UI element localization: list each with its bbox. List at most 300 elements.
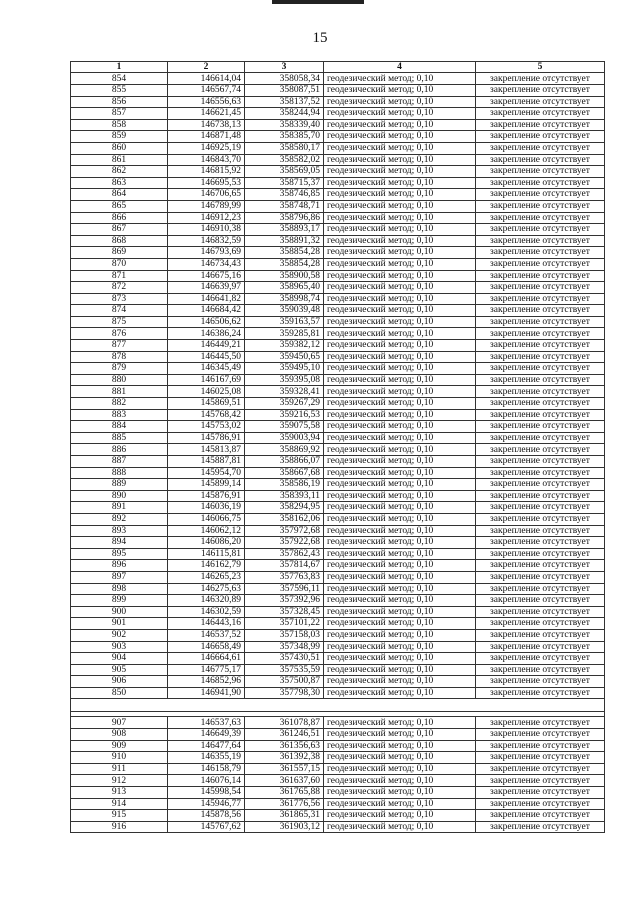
method-cell: геодезический метод; 0,10: [324, 235, 476, 247]
table-row: [71, 293, 605, 305]
table-row: [71, 421, 605, 433]
table-row: [71, 560, 605, 572]
fixing-cell: закрепление отсутствует: [476, 537, 605, 549]
table-row: [71, 821, 605, 833]
y-coordinate-cell: 357392,96: [245, 595, 324, 607]
fixing-cell: закрепление отсутствует: [476, 108, 605, 120]
method-cell: геодезический метод; 0,10: [324, 729, 476, 741]
method-cell: геодезический метод; 0,10: [324, 810, 476, 822]
fixing-cell: закрепление отсутствует: [476, 525, 605, 537]
fixing-cell: закрепление отсутствует: [476, 374, 605, 386]
x-coordinate-cell: 146843,70: [168, 154, 245, 166]
point-number-cell: 877: [71, 340, 168, 352]
method-cell: геодезический метод; 0,10: [324, 258, 476, 270]
fixing-cell: закрепление отсутствует: [476, 548, 605, 560]
table-row: [71, 740, 605, 752]
table-row: [71, 444, 605, 456]
y-coordinate-cell: 358393,11: [245, 490, 324, 502]
y-coordinate-cell: 358891,32: [245, 235, 324, 247]
y-coordinate-cell: 359382,12: [245, 340, 324, 352]
fixing-cell: закрепление отсутствует: [476, 363, 605, 375]
point-number-cell: 871: [71, 270, 168, 282]
method-cell: геодезический метод; 0,10: [324, 386, 476, 398]
x-coordinate-cell: 146832,59: [168, 235, 245, 247]
point-number-cell: 865: [71, 200, 168, 212]
method-cell: геодезический метод; 0,10: [324, 131, 476, 143]
method-cell: геодезический метод; 0,10: [324, 166, 476, 178]
table-row: [71, 247, 605, 259]
header-col-4: 4: [324, 62, 476, 73]
fixing-cell: закрепление отсутствует: [476, 676, 605, 688]
table-row: [71, 131, 605, 143]
point-number-cell: 866: [71, 212, 168, 224]
x-coordinate-cell: 146537,52: [168, 629, 245, 641]
method-cell: геодезический метод; 0,10: [324, 775, 476, 787]
y-coordinate-cell: 358058,34: [245, 73, 324, 85]
point-number-cell: 907: [71, 717, 168, 729]
point-number-cell: 881: [71, 386, 168, 398]
y-coordinate-cell: 358137,52: [245, 96, 324, 108]
table-row: [71, 653, 605, 665]
point-number-cell: 898: [71, 583, 168, 595]
y-coordinate-cell: 357328,45: [245, 606, 324, 618]
y-coordinate-cell: 358866,07: [245, 456, 324, 468]
y-coordinate-cell: 359003,94: [245, 432, 324, 444]
y-coordinate-cell: 358087,51: [245, 85, 324, 97]
point-number-cell: 883: [71, 409, 168, 421]
table-row: [71, 752, 605, 764]
fixing-cell: закрепление отсутствует: [476, 490, 605, 502]
table-row: [71, 166, 605, 178]
method-cell: геодезический метод; 0,10: [324, 212, 476, 224]
fixing-cell: закрепление отсутствует: [476, 787, 605, 799]
x-coordinate-cell: 146614,04: [168, 73, 245, 85]
point-number-cell: 864: [71, 189, 168, 201]
point-number-cell: 859: [71, 131, 168, 143]
method-cell: геодезический метод; 0,10: [324, 687, 476, 699]
y-coordinate-cell: 357101,22: [245, 618, 324, 630]
header-col-1: 1: [71, 62, 168, 73]
table-row: [71, 142, 605, 154]
method-cell: геодезический метод; 0,10: [324, 154, 476, 166]
point-number-cell: 863: [71, 177, 168, 189]
method-cell: геодезический метод; 0,10: [324, 456, 476, 468]
point-number-cell: 887: [71, 456, 168, 468]
fixing-cell: закрепление отсутствует: [476, 340, 605, 352]
method-cell: геодезический метод; 0,10: [324, 606, 476, 618]
fixing-cell: закрепление отсутствует: [476, 664, 605, 676]
point-number-cell: 873: [71, 293, 168, 305]
fixing-cell: закрепление отсутствует: [476, 386, 605, 398]
y-coordinate-cell: 359495,10: [245, 363, 324, 375]
x-coordinate-cell: 146675,16: [168, 270, 245, 282]
x-coordinate-cell: 145878,56: [168, 810, 245, 822]
table-row: [71, 513, 605, 525]
point-number-cell: 867: [71, 224, 168, 236]
method-cell: геодезический метод; 0,10: [324, 513, 476, 525]
fixing-cell: закрепление отсутствует: [476, 432, 605, 444]
table-row: [71, 629, 605, 641]
table-row: [71, 398, 605, 410]
x-coordinate-cell: 146386,24: [168, 328, 245, 340]
table-row: [71, 432, 605, 444]
x-coordinate-cell: 145768,42: [168, 409, 245, 421]
x-coordinate-cell: 146706,65: [168, 189, 245, 201]
method-cell: геодезический метод; 0,10: [324, 224, 476, 236]
method-cell: геодезический метод; 0,10: [324, 316, 476, 328]
point-number-cell: 899: [71, 595, 168, 607]
fixing-cell: закрепление отсутствует: [476, 798, 605, 810]
table-row: [71, 177, 605, 189]
x-coordinate-cell: 146445,50: [168, 351, 245, 363]
method-cell: геодезический метод; 0,10: [324, 189, 476, 201]
y-coordinate-cell: 358900,58: [245, 270, 324, 282]
fixing-cell: закрепление отсутствует: [476, 618, 605, 630]
x-coordinate-cell: 146871,48: [168, 131, 245, 143]
y-coordinate-cell: 358294,95: [245, 502, 324, 514]
table-row: [71, 154, 605, 166]
x-coordinate-cell: 146302,59: [168, 606, 245, 618]
table-row: [71, 787, 605, 799]
fixing-cell: закрепление отсутствует: [476, 224, 605, 236]
fixing-cell: закрепление отсутствует: [476, 398, 605, 410]
method-cell: геодезический метод; 0,10: [324, 664, 476, 676]
table-row: [71, 571, 605, 583]
x-coordinate-cell: 145786,91: [168, 432, 245, 444]
y-coordinate-cell: 361903,12: [245, 821, 324, 833]
point-number-cell: 914: [71, 798, 168, 810]
x-coordinate-cell: 146664,61: [168, 653, 245, 665]
x-coordinate-cell: 146684,42: [168, 305, 245, 317]
y-coordinate-cell: 358748,71: [245, 200, 324, 212]
table-body-group-1: [71, 73, 605, 699]
x-coordinate-cell: 146449,21: [168, 340, 245, 352]
method-cell: геодезический метод; 0,10: [324, 763, 476, 775]
x-coordinate-cell: 146345,49: [168, 363, 245, 375]
x-coordinate-cell: 146556,63: [168, 96, 245, 108]
y-coordinate-cell: 358796,86: [245, 212, 324, 224]
y-coordinate-cell: 361246,51: [245, 729, 324, 741]
y-coordinate-cell: 357922,68: [245, 537, 324, 549]
point-number-cell: 860: [71, 142, 168, 154]
method-cell: геодезический метод; 0,10: [324, 305, 476, 317]
header-row: [71, 62, 605, 73]
point-number-cell: 905: [71, 664, 168, 676]
y-coordinate-cell: 359267,29: [245, 398, 324, 410]
x-coordinate-cell: 146852,96: [168, 676, 245, 688]
fixing-cell: закрепление отсутствует: [476, 316, 605, 328]
y-coordinate-cell: 357596,11: [245, 583, 324, 595]
method-cell: геодезический метод; 0,10: [324, 85, 476, 97]
x-coordinate-cell: 146355,19: [168, 752, 245, 764]
y-coordinate-cell: 358339,40: [245, 119, 324, 131]
fixing-cell: закрепление отсутствует: [476, 73, 605, 85]
fixing-cell: закрепление отсутствует: [476, 456, 605, 468]
y-coordinate-cell: 361765,88: [245, 787, 324, 799]
separator-row: [71, 699, 605, 712]
point-number-cell: 870: [71, 258, 168, 270]
x-coordinate-cell: 146734,43: [168, 258, 245, 270]
y-coordinate-cell: 358854,28: [245, 247, 324, 259]
x-coordinate-cell: 146793,69: [168, 247, 245, 259]
table-row: [71, 775, 605, 787]
point-number-cell: 875: [71, 316, 168, 328]
method-cell: геодезический метод; 0,10: [324, 583, 476, 595]
y-coordinate-cell: 359216,53: [245, 409, 324, 421]
method-cell: геодезический метод; 0,10: [324, 421, 476, 433]
method-cell: геодезический метод; 0,10: [324, 432, 476, 444]
point-number-cell: 892: [71, 513, 168, 525]
fixing-cell: закрепление отсутствует: [476, 421, 605, 433]
fixing-cell: закрепление отсутствует: [476, 717, 605, 729]
method-cell: геодезический метод; 0,10: [324, 247, 476, 259]
table-header: [71, 62, 605, 73]
method-cell: геодезический метод; 0,10: [324, 798, 476, 810]
x-coordinate-cell: 146639,97: [168, 282, 245, 294]
point-number-cell: 911: [71, 763, 168, 775]
point-number-cell: 900: [71, 606, 168, 618]
fixing-cell: закрепление отсутствует: [476, 177, 605, 189]
fixing-cell: закрепление отсутствует: [476, 583, 605, 595]
method-cell: геодезический метод; 0,10: [324, 444, 476, 456]
fixing-cell: закрепление отсутствует: [476, 409, 605, 421]
y-coordinate-cell: 359075,58: [245, 421, 324, 433]
fixing-cell: закрепление отсутствует: [476, 502, 605, 514]
fixing-cell: закрепление отсутствует: [476, 740, 605, 752]
x-coordinate-cell: 146649,39: [168, 729, 245, 741]
table-row: [71, 525, 605, 537]
x-coordinate-cell: 146789,99: [168, 200, 245, 212]
point-number-cell: 888: [71, 467, 168, 479]
x-coordinate-cell: 145887,81: [168, 456, 245, 468]
method-cell: геодезический метод; 0,10: [324, 821, 476, 833]
fixing-cell: закрепление отсутствует: [476, 810, 605, 822]
x-coordinate-cell: 145954,70: [168, 467, 245, 479]
method-cell: геодезический метод; 0,10: [324, 653, 476, 665]
fixing-cell: закрепление отсутствует: [476, 189, 605, 201]
y-coordinate-cell: 361356,63: [245, 740, 324, 752]
x-coordinate-cell: 145899,14: [168, 479, 245, 491]
point-number-cell: 856: [71, 96, 168, 108]
y-coordinate-cell: 358854,28: [245, 258, 324, 270]
method-cell: геодезический метод; 0,10: [324, 752, 476, 764]
fixing-cell: закрепление отсутствует: [476, 687, 605, 699]
fixing-cell: закрепление отсутствует: [476, 119, 605, 131]
y-coordinate-cell: 358998,74: [245, 293, 324, 305]
x-coordinate-cell: 146275,63: [168, 583, 245, 595]
fixing-cell: закрепление отсутствует: [476, 293, 605, 305]
y-coordinate-cell: 361637,60: [245, 775, 324, 787]
point-number-cell: 868: [71, 235, 168, 247]
y-coordinate-cell: 361557,15: [245, 763, 324, 775]
y-coordinate-cell: 358569,05: [245, 166, 324, 178]
table-row: [71, 328, 605, 340]
x-coordinate-cell: 146910,38: [168, 224, 245, 236]
fixing-cell: закрепление отсутствует: [476, 258, 605, 270]
table-row: [71, 340, 605, 352]
point-number-cell: 861: [71, 154, 168, 166]
table-separator: [71, 699, 605, 717]
fixing-cell: закрепление отсутствует: [476, 235, 605, 247]
fixing-cell: закрепление отсутствует: [476, 131, 605, 143]
x-coordinate-cell: 146775,17: [168, 664, 245, 676]
fixing-cell: закрепление отсутствует: [476, 752, 605, 764]
x-coordinate-cell: 146167,69: [168, 374, 245, 386]
point-number-cell: 862: [71, 166, 168, 178]
fixing-cell: закрепление отсутствует: [476, 282, 605, 294]
method-cell: геодезический метод; 0,10: [324, 398, 476, 410]
x-coordinate-cell: 146925,19: [168, 142, 245, 154]
table-row: [71, 798, 605, 810]
coordinates-table: [70, 61, 605, 833]
table-row: [71, 548, 605, 560]
table-row: [71, 490, 605, 502]
table-row: [71, 200, 605, 212]
point-number-cell: 854: [71, 73, 168, 85]
x-coordinate-cell: 146477,64: [168, 740, 245, 752]
point-number-cell: 880: [71, 374, 168, 386]
fixing-cell: закрепление отсутствует: [476, 775, 605, 787]
method-cell: геодезический метод; 0,10: [324, 629, 476, 641]
x-coordinate-cell: 146815,92: [168, 166, 245, 178]
table-row: [71, 687, 605, 699]
method-cell: геодезический метод; 0,10: [324, 502, 476, 514]
fixing-cell: закрепление отсутствует: [476, 560, 605, 572]
method-cell: геодезический метод; 0,10: [324, 479, 476, 491]
fixing-cell: закрепление отсутствует: [476, 96, 605, 108]
method-cell: геодезический метод; 0,10: [324, 340, 476, 352]
method-cell: геодезический метод; 0,10: [324, 548, 476, 560]
header-col-3: 3: [245, 62, 324, 73]
fixing-cell: закрепление отсутствует: [476, 729, 605, 741]
table-row: [71, 618, 605, 630]
point-number-cell: 896: [71, 560, 168, 572]
point-number-cell: 908: [71, 729, 168, 741]
fixing-cell: закрепление отсутствует: [476, 85, 605, 97]
fixing-cell: закрепление отсутствует: [476, 763, 605, 775]
x-coordinate-cell: 145767,62: [168, 821, 245, 833]
method-cell: геодезический метод; 0,10: [324, 73, 476, 85]
x-coordinate-cell: 146086,20: [168, 537, 245, 549]
table-row: [71, 729, 605, 741]
x-coordinate-cell: 146658,49: [168, 641, 245, 653]
separator-cell: [71, 699, 605, 712]
method-cell: геодезический метод; 0,10: [324, 467, 476, 479]
method-cell: геодезический метод; 0,10: [324, 363, 476, 375]
x-coordinate-cell: 146695,53: [168, 177, 245, 189]
point-number-cell: 882: [71, 398, 168, 410]
table-row: [71, 363, 605, 375]
x-coordinate-cell: 145813,87: [168, 444, 245, 456]
point-number-cell: 893: [71, 525, 168, 537]
method-cell: геодезический метод; 0,10: [324, 595, 476, 607]
method-cell: геодезический метод; 0,10: [324, 717, 476, 729]
table-row: [71, 456, 605, 468]
y-coordinate-cell: 357862,43: [245, 548, 324, 560]
point-number-cell: 897: [71, 571, 168, 583]
point-number-cell: 904: [71, 653, 168, 665]
table-row: [71, 664, 605, 676]
table-row: [71, 537, 605, 549]
x-coordinate-cell: 145869,51: [168, 398, 245, 410]
method-cell: геодезический метод; 0,10: [324, 328, 476, 340]
method-cell: геодезический метод; 0,10: [324, 525, 476, 537]
point-number-cell: 879: [71, 363, 168, 375]
method-cell: геодезический метод; 0,10: [324, 676, 476, 688]
x-coordinate-cell: 146320,89: [168, 595, 245, 607]
y-coordinate-cell: 358586,19: [245, 479, 324, 491]
y-coordinate-cell: 359163,57: [245, 316, 324, 328]
table-row: [71, 641, 605, 653]
point-number-cell: 891: [71, 502, 168, 514]
method-cell: геодезический метод; 0,10: [324, 177, 476, 189]
fixing-cell: закрепление отсутствует: [476, 595, 605, 607]
fixing-cell: закрепление отсутствует: [476, 653, 605, 665]
table-row: [71, 676, 605, 688]
table-row: [71, 305, 605, 317]
y-coordinate-cell: 358580,17: [245, 142, 324, 154]
x-coordinate-cell: 146036,19: [168, 502, 245, 514]
table-row: [71, 119, 605, 131]
point-number-cell: 855: [71, 85, 168, 97]
y-coordinate-cell: 359328,41: [245, 386, 324, 398]
x-coordinate-cell: 146537,63: [168, 717, 245, 729]
header-col-2: 2: [168, 62, 245, 73]
y-coordinate-cell: 357430,51: [245, 653, 324, 665]
table-row: [71, 235, 605, 247]
table-row: [71, 282, 605, 294]
fixing-cell: закрепление отсутствует: [476, 212, 605, 224]
method-cell: геодезический метод; 0,10: [324, 108, 476, 120]
point-number-cell: 894: [71, 537, 168, 549]
point-number-cell: 903: [71, 641, 168, 653]
point-number-cell: 874: [71, 305, 168, 317]
y-coordinate-cell: 361865,31: [245, 810, 324, 822]
table-row: [71, 85, 605, 97]
y-coordinate-cell: 357972,68: [245, 525, 324, 537]
y-coordinate-cell: 359039,48: [245, 305, 324, 317]
y-coordinate-cell: 359285,81: [245, 328, 324, 340]
page-number: 15: [312, 30, 328, 46]
y-coordinate-cell: 357500,87: [245, 676, 324, 688]
y-coordinate-cell: 358162,06: [245, 513, 324, 525]
y-coordinate-cell: 357348,99: [245, 641, 324, 653]
method-cell: геодезический метод; 0,10: [324, 409, 476, 421]
method-cell: геодезический метод; 0,10: [324, 618, 476, 630]
fixing-cell: закрепление отсутствует: [476, 328, 605, 340]
table-row: [71, 502, 605, 514]
fixing-cell: закрепление отсутствует: [476, 629, 605, 641]
y-coordinate-cell: 358244,94: [245, 108, 324, 120]
y-coordinate-cell: 358965,40: [245, 282, 324, 294]
point-number-cell: 916: [71, 821, 168, 833]
point-number-cell: 889: [71, 479, 168, 491]
point-number-cell: 885: [71, 432, 168, 444]
table-row: [71, 189, 605, 201]
x-coordinate-cell: 146265,23: [168, 571, 245, 583]
method-cell: геодезический метод; 0,10: [324, 96, 476, 108]
y-coordinate-cell: 358746,85: [245, 189, 324, 201]
x-coordinate-cell: 146506,62: [168, 316, 245, 328]
y-coordinate-cell: 358869,92: [245, 444, 324, 456]
fixing-cell: закрепление отсутствует: [476, 606, 605, 618]
x-coordinate-cell: 146738,13: [168, 119, 245, 131]
table-row: [71, 606, 605, 618]
y-coordinate-cell: 358715,37: [245, 177, 324, 189]
y-coordinate-cell: 358582,02: [245, 154, 324, 166]
method-cell: геодезический метод; 0,10: [324, 537, 476, 549]
point-number-cell: 850: [71, 687, 168, 699]
